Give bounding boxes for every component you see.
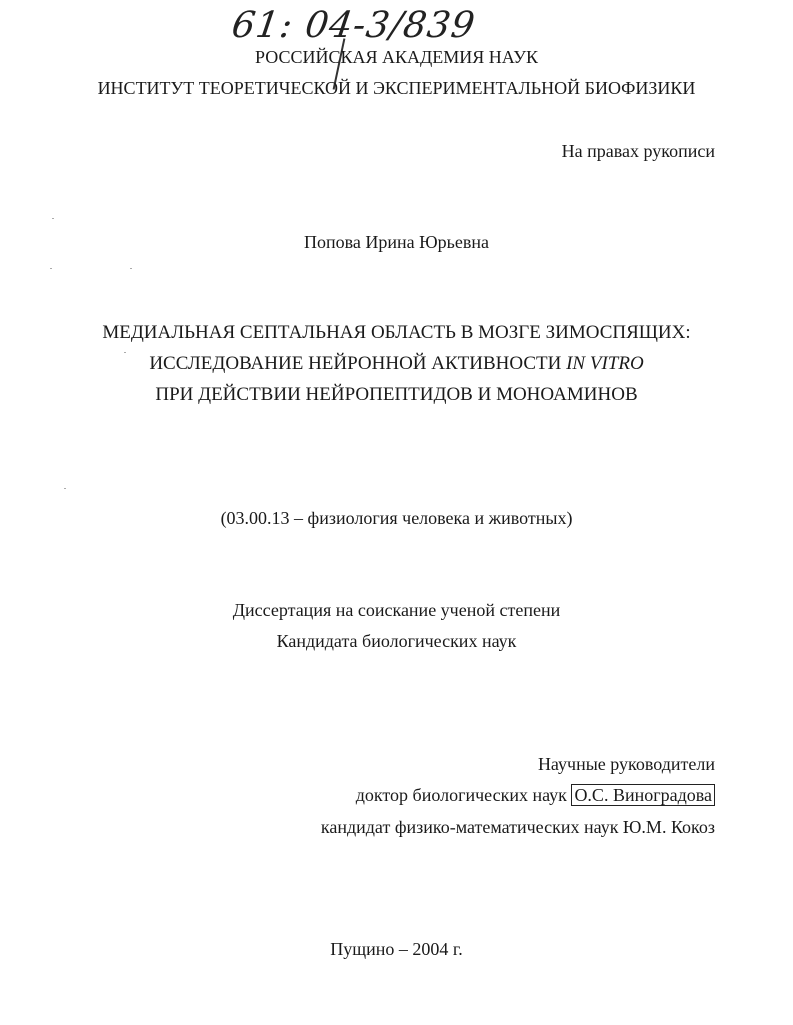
academy-name: РОССИЙСКАЯ АКАДЕМИЯ НАУК — [255, 47, 538, 67]
supervisors-heading: Научные руководители — [537, 754, 715, 774]
supervisor-1 — [356, 784, 715, 806]
rights-note: На правах рукописи — [561, 141, 715, 161]
author-name: Попова Ирина Юрьевна — [304, 232, 489, 252]
title-line-2-italic: IN VITRO — [566, 353, 644, 374]
title-line-2-text: ИССЛЕДОВАНИЕ НЕЙРОННОЙ АКТИВНОСТИ — [149, 353, 567, 374]
city-year: Пущино – 2004 г. — [330, 939, 463, 959]
scan-speck — [130, 268, 132, 269]
supervisor-1-degree: доктор биологических наук — [355, 785, 567, 805]
title-line-1: МЕДИАЛЬНАЯ СЕПТАЛЬНАЯ ОБЛАСТЬ В МОЗГЕ ЗИМОСПЯЩИХ: — [102, 322, 691, 343]
supervisor-1-name-box: О.С. Виноградова — [571, 784, 715, 806]
scan-speck — [50, 268, 52, 269]
institute-name: ИНСТИТУТ ТЕОРЕТИЧЕСКОЙ И ЭКСПЕРИМЕНТАЛЬНОЙ БИОФИЗИКИ — [97, 78, 696, 98]
scan-speck — [64, 488, 66, 489]
supervisor-2: кандидат физико-математических наук Ю.М. Кокоз — [320, 817, 715, 837]
specialty-code: (03.00.13 – физиология человека и животных) — [220, 508, 573, 528]
handwritten-archive-code: 61: 04-3/839 — [229, 5, 479, 46]
dissertation-line-2: Кандидата биологических наук — [276, 631, 517, 651]
title-line-3: ПРИ ДЕЙСТВИИ НЕЙРОПЕПТИДОВ И МОНОАМИНОВ — [155, 384, 638, 405]
dissertation-line-1: Диссертация на соискание ученой степени — [232, 600, 561, 620]
scan-speck — [52, 218, 54, 219]
title-line-2 — [0, 352, 793, 376]
scan-speck — [124, 352, 126, 353]
